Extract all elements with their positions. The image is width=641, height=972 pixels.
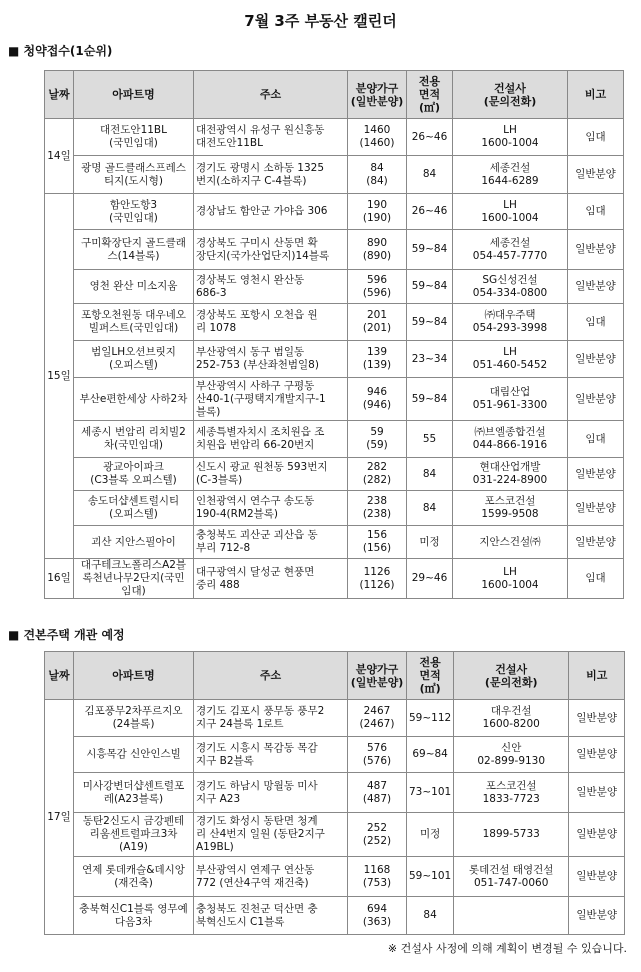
builder-cell: LH 1600-1004 <box>453 194 568 230</box>
header-units: 분양가구 (일반분양) <box>348 652 407 700</box>
table-header-row <box>45 652 625 700</box>
page-title: 7월 3주 부동산 캘린더 <box>244 12 397 30</box>
section-heading-model-house <box>8 626 125 643</box>
section-marker: ■ <box>8 628 20 642</box>
units-cell: 59 (59) <box>348 421 407 458</box>
addr-cell: 경상북도 영천시 완산동 686-3 <box>194 270 348 304</box>
apt-cell: 범일LH오션브릿지 (오피스텔) <box>74 341 194 378</box>
apt-cell: 부산e편한세상 사하2차 <box>74 378 194 421</box>
area-cell: 84 <box>407 491 453 526</box>
area-cell: 미정 <box>407 526 453 559</box>
addr-cell: 세종특별자치시 조치원읍 조 치원읍 번암리 66-20번지 <box>194 421 348 458</box>
table-row <box>45 304 624 341</box>
table-row <box>45 737 625 773</box>
header-date: 날짜 <box>45 71 74 119</box>
units-cell: 596 (596) <box>348 270 407 304</box>
builder-cell: ㈜브엘종합건설 044-866-1916 <box>453 421 568 458</box>
area-cell: 미정 <box>407 813 454 857</box>
units-cell: 694 (363) <box>348 897 407 935</box>
units-cell: 1460 (1460) <box>348 119 407 156</box>
area-cell: 59~84 <box>407 378 453 421</box>
note-cell: 일반분양 <box>569 737 625 773</box>
date-cell: 17일 <box>45 700 74 935</box>
apt-cell: 함안도항3 (국민임대) <box>74 194 194 230</box>
table-row <box>45 194 624 230</box>
area-cell: 55 <box>407 421 453 458</box>
apt-cell: 동탄2신도시 금강펜테 리움센트럴파크3차 (A19) <box>74 813 194 857</box>
note-cell: 임대 <box>568 194 624 230</box>
builder-cell <box>454 897 569 935</box>
header-apt: 아파트명 <box>74 71 194 119</box>
units-cell: 282 (282) <box>348 458 407 491</box>
note-cell: 임대 <box>568 421 624 458</box>
header-builder: 건설사 (문의전화) <box>454 652 569 700</box>
apt-cell: 김포풍무2차푸르지오 (24블록) <box>74 700 194 737</box>
area-cell: 59~112 <box>407 700 454 737</box>
units-cell: 890 (890) <box>348 230 407 270</box>
note-cell: 일반분양 <box>568 491 624 526</box>
note-cell: 일반분양 <box>568 526 624 559</box>
apt-cell: 광명 골드클래스프레스 티지(도시형) <box>74 156 194 194</box>
addr-cell: 경기도 화성시 동탄면 청계 리 산4번지 일원 (동탄2지구 A19BL) <box>194 813 348 857</box>
subscription-table <box>44 70 624 599</box>
note-cell: 일반분양 <box>568 458 624 491</box>
note-cell: 일반분양 <box>568 270 624 304</box>
addr-cell: 대전광역시 유성구 원신흥동 대전도안11BL <box>194 119 348 156</box>
area-cell: 26~46 <box>407 194 453 230</box>
addr-cell: 경기도 하남시 망월동 미사 지구 A23 <box>194 773 348 813</box>
table-row <box>45 897 625 935</box>
builder-cell: 세종건설 054-457-7770 <box>453 230 568 270</box>
header-note: 비고 <box>569 652 625 700</box>
builder-cell: 세종건설 1644-6289 <box>453 156 568 194</box>
addr-cell: 경기도 시흥시 목감동 목감 지구 B2블록 <box>194 737 348 773</box>
area-cell: 59~101 <box>407 857 454 897</box>
table-row <box>45 773 625 813</box>
table-row <box>45 458 624 491</box>
date-cell: 16일 <box>45 559 74 599</box>
builder-cell: LH 1600-1004 <box>453 559 568 599</box>
apt-cell: 포항오천원동 대우네오 빌퍼스트(국민임대) <box>74 304 194 341</box>
apt-cell: 미사강변더샵센트럴포 레(A23블록) <box>74 773 194 813</box>
area-cell: 84 <box>407 156 453 194</box>
date-cell: 14일 <box>45 119 74 194</box>
units-cell: 946 (946) <box>348 378 407 421</box>
header-units: 분양가구 (일반분양) <box>348 71 407 119</box>
table-row <box>45 559 624 599</box>
section-marker: ■ <box>8 44 20 58</box>
area-cell: 26~46 <box>407 119 453 156</box>
units-cell: 1126 (1126) <box>348 559 407 599</box>
units-cell: 2467 (2467) <box>348 700 407 737</box>
apt-cell: 구미확장단지 골드클래 스(14블록) <box>74 230 194 270</box>
note-cell: 일반분양 <box>569 813 625 857</box>
note-cell: 일반분양 <box>568 156 624 194</box>
apt-cell: 영천 완산 미소지움 <box>74 270 194 304</box>
table-header-row <box>45 71 624 119</box>
section-heading-subscription <box>8 42 112 59</box>
area-cell: 23~34 <box>407 341 453 378</box>
addr-cell: 부산광역시 동구 범일동 252-753 (부산좌천범일8) <box>194 341 348 378</box>
area-cell: 29~46 <box>407 559 453 599</box>
note-cell: 임대 <box>568 304 624 341</box>
addr-cell: 부산광역시 연제구 연산동 772 (연산4구역 재건축) <box>194 857 348 897</box>
table-row <box>45 119 624 156</box>
addr-cell: 경상북도 포항시 오천읍 원 리 1078 <box>194 304 348 341</box>
table-row <box>45 813 625 857</box>
units-cell: 156 (156) <box>348 526 407 559</box>
apt-cell: 세종시 번암리 리치빌2 차(국민임대) <box>74 421 194 458</box>
builder-cell: SG신성건설 054-334-0800 <box>453 270 568 304</box>
addr-cell: 경기도 김포시 풍무동 풍무2 지구 24블록 1로트 <box>194 700 348 737</box>
area-cell: 59~84 <box>407 230 453 270</box>
builder-cell: 대우건설 1600-8200 <box>454 700 569 737</box>
addr-cell: 경상남도 함안군 가야읍 306 <box>194 194 348 230</box>
units-cell: 201 (201) <box>348 304 407 341</box>
note-cell: 일반분양 <box>569 700 625 737</box>
table-row <box>45 491 624 526</box>
area-cell: 84 <box>407 897 454 935</box>
apt-cell: 연제 롯데캐슬&데시앙 (재건축) <box>74 857 194 897</box>
header-area: 전용 면적 (㎡) <box>407 652 454 700</box>
apt-cell: 시흥목감 신안인스빌 <box>74 737 194 773</box>
builder-cell: LH 051-460-5452 <box>453 341 568 378</box>
area-cell: 84 <box>407 458 453 491</box>
addr-cell: 부산광역시 사하구 구평동 산40-1(구평택지개발지구-1 블록) <box>194 378 348 421</box>
note-cell: 임대 <box>568 119 624 156</box>
builder-cell: 포스코건설 1599-9508 <box>453 491 568 526</box>
units-cell: 576 (576) <box>348 737 407 773</box>
apt-cell: 송도더샵센트럴시티 (오피스텔) <box>74 491 194 526</box>
addr-cell: 충청북도 진천군 덕산면 충 북혁신도시 C1블록 <box>194 897 348 935</box>
note-cell: 일반분양 <box>568 230 624 270</box>
builder-cell: 현대산업개발 031-224-8900 <box>453 458 568 491</box>
header-date: 날짜 <box>45 652 74 700</box>
note-cell: 일반분양 <box>569 897 625 935</box>
addr-cell: 경기도 광명시 소하동 1325 번지(소하지구 C-4블록) <box>194 156 348 194</box>
note-cell: 일반분양 <box>569 857 625 897</box>
builder-cell: 지안스건설㈜ <box>453 526 568 559</box>
note-cell: 일반분양 <box>568 378 624 421</box>
area-cell: 59~84 <box>407 304 453 341</box>
footnote: ※ 건설사 사정에 의해 계획이 변경될 수 있습니다. <box>387 942 627 955</box>
units-cell: 84 (84) <box>348 156 407 194</box>
table-row <box>45 341 624 378</box>
units-cell: 190 (190) <box>348 194 407 230</box>
addr-cell: 대구광역시 달성군 현풍면 중리 488 <box>194 559 348 599</box>
area-cell: 59~84 <box>407 270 453 304</box>
header-area: 전용 면적 (㎡) <box>407 71 453 119</box>
units-cell: 238 (238) <box>348 491 407 526</box>
builder-cell: 포스코건설 1833-7723 <box>454 773 569 813</box>
table-row <box>45 526 624 559</box>
model-house-table <box>44 651 625 935</box>
apt-cell: 대구테크노폴리스A2블 록천년나무2단지(국민 임대) <box>74 559 194 599</box>
header-note: 비고 <box>568 71 624 119</box>
builder-cell: ㈜대우주택 054-293-3998 <box>453 304 568 341</box>
table-row <box>45 378 624 421</box>
builder-cell: 롯데건설 태영건설 051-747-0060 <box>454 857 569 897</box>
table-row <box>45 700 625 737</box>
section-title: 청약접수(1순위) <box>23 44 113 58</box>
area-cell: 73~101 <box>407 773 454 813</box>
table-row <box>45 857 625 897</box>
addr-cell: 경상북도 구미시 산동면 확 장단지(국가산업단지)14블록 <box>194 230 348 270</box>
apt-cell: 광교아이파크 (C3블록 오피스텔) <box>74 458 194 491</box>
units-cell: 487 (487) <box>348 773 407 813</box>
table-row <box>45 230 624 270</box>
apt-cell: 대전도안11BL (국민임대) <box>74 119 194 156</box>
builder-cell: 1899-5733 <box>454 813 569 857</box>
units-cell: 252 (252) <box>348 813 407 857</box>
section-title: 견본주택 개관 예정 <box>23 628 125 642</box>
apt-cell: 충북혁신C1블록 영무예 다음3차 <box>74 897 194 935</box>
builder-cell: 대림산업 051-961-3300 <box>453 378 568 421</box>
header-addr: 주소 <box>194 652 348 700</box>
note-cell: 일반분양 <box>568 341 624 378</box>
date-cell: 15일 <box>45 194 74 559</box>
note-cell: 임대 <box>568 559 624 599</box>
addr-cell: 충청북도 괴산군 괴산읍 동 부리 712-8 <box>194 526 348 559</box>
header-builder: 건설사 (문의전화) <box>453 71 568 119</box>
header-apt: 아파트명 <box>74 652 194 700</box>
builder-cell: LH 1600-1004 <box>453 119 568 156</box>
note-cell: 일반분양 <box>569 773 625 813</box>
addr-cell: 신도시 광교 원천동 593번지 (C-3블록) <box>194 458 348 491</box>
header-addr: 주소 <box>194 71 348 119</box>
table-row <box>45 421 624 458</box>
apt-cell: 괴산 지안스필아이 <box>74 526 194 559</box>
area-cell: 69~84 <box>407 737 454 773</box>
units-cell: 1168 (753) <box>348 857 407 897</box>
builder-cell: 신안 02-899-9130 <box>454 737 569 773</box>
table-row <box>45 270 624 304</box>
table-row <box>45 156 624 194</box>
units-cell: 139 (139) <box>348 341 407 378</box>
addr-cell: 인천광역시 연수구 송도동 190-4(RM2블록) <box>194 491 348 526</box>
